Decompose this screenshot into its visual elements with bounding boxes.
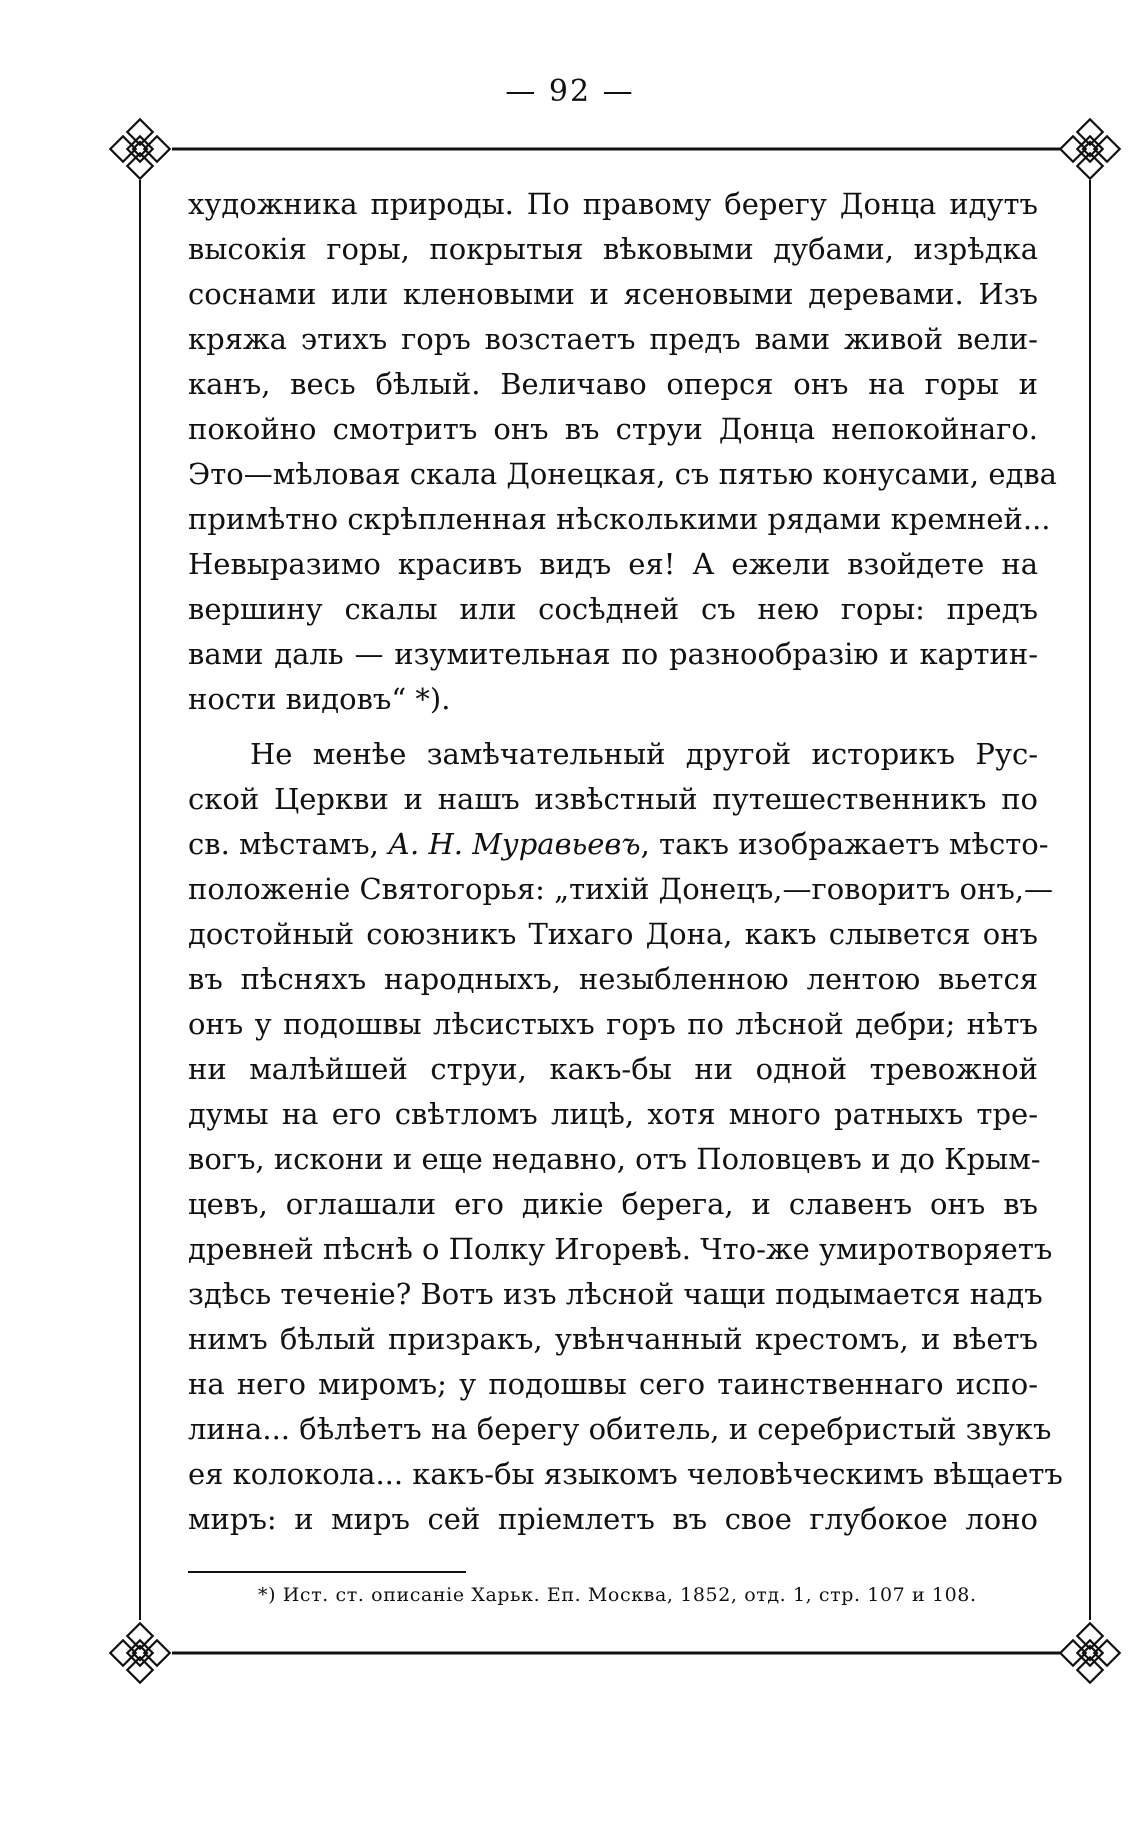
paragraph-2 xyxy=(188,732,1063,1542)
text-line-with-name xyxy=(188,822,1049,867)
text-line: думы на его свѣтломъ лицѣ, хотя много ратныхъ тре- xyxy=(188,1097,1038,1131)
corner-ornament-top-left xyxy=(110,119,169,178)
text-line: нимъ бѣлый призракъ, увѣнчанный крестомъ, и вѣетъ xyxy=(188,1322,1038,1356)
text-line: вогъ, искони и еще недавно, отъ Половцевъ и до Крым- xyxy=(188,1142,1041,1176)
text-line: достойный союзникъ Тихаго Дона, какъ слывется онъ xyxy=(188,917,1038,951)
text-line: примѣтно скрѣпленная нѣсколькими рядами кремней... xyxy=(188,502,1051,536)
page-number: — 92 — xyxy=(505,74,635,109)
text-line: ности видовъ“ *). xyxy=(188,682,451,716)
text-line: кряжа этихъ горъ возстаетъ предъ вами живой вели- xyxy=(188,322,1038,356)
text-line: Не менѣе замѣчательный другой историкъ Рус- xyxy=(250,737,1038,771)
text-fragment: св. мѣстамъ, xyxy=(188,827,379,861)
corner-ornament-top-right xyxy=(1060,119,1119,178)
text-line: вами даль — изумительная по разнообразію и картин- xyxy=(188,637,1038,671)
text-line: канъ, весь бѣлый. Величаво оперся онъ на горы и xyxy=(188,367,1038,401)
text-line: ея колокола... какъ-бы языкомъ человѣческимъ вѣщаетъ xyxy=(188,1457,1063,1491)
text-line: вершину скалы или сосѣдней съ нею горы: предъ xyxy=(188,592,1038,626)
text-line: миръ: и миръ сей пріемлетъ въ свое глубокое лоно xyxy=(188,1502,1038,1536)
footnote: *) Ист. ст. описаніе Харьк. Еп. Москва, 1852, отд. 1, стр. 107 и 108. xyxy=(258,1584,977,1606)
text-line: онъ у подошвы лѣсистыхъ горъ по лѣсной дебри; нѣтъ xyxy=(188,1007,1038,1041)
text-line: Это—мѣловая скала Донецкая, съ пятью конусами, едва xyxy=(188,457,1057,491)
text-line: соснами или кленовыми и ясеновыми деревами. Изъ xyxy=(188,277,1038,311)
text-line: художника природы. По правому берегу Донца идутъ xyxy=(188,187,1038,221)
main-text xyxy=(188,182,1063,1542)
author-name: А. Н. Муравьевъ xyxy=(388,827,641,861)
text-line: на него миромъ; у подошвы сего таинственнаго испо- xyxy=(188,1367,1038,1401)
text-line: покойно смотритъ онъ въ струи Донца непокойнаго. xyxy=(188,412,1038,446)
text-line: ни малѣйшей струи, какъ-бы ни одной тревожной xyxy=(188,1052,1038,1086)
text-line: высокія горы, покрытыя вѣковыми дубами, изрѣдка xyxy=(188,232,1038,266)
footnote-rule xyxy=(188,1571,466,1573)
text-line: Невыразимо красивъ видъ ея! А ежели взойдете на xyxy=(188,547,1038,581)
corner-ornament-bottom-left xyxy=(110,1623,169,1682)
text-line: въ пѣсняхъ народныхъ, незыбленною лентою вьется xyxy=(188,962,1038,996)
text-line: лина... бѣлѣетъ на берегу обитель, и серебристый звукъ xyxy=(188,1412,1052,1446)
text-fragment: , такъ изображаетъ мѣсто- xyxy=(640,827,1049,861)
text-line: древней пѣснѣ о Полку Игоревѣ. Что-же умиротворяетъ xyxy=(188,1232,1053,1266)
text-line: здѣсь теченіе? Вотъ изъ лѣсной чащи подымается надъ xyxy=(188,1277,1043,1311)
paragraph-1 xyxy=(188,182,1057,722)
text-line: цевъ, оглашали его дикіе берега, и славенъ онъ въ xyxy=(188,1187,1038,1221)
text-line: положеніе Святогорья: „тихій Донецъ,—говоритъ онъ,— xyxy=(188,872,1054,906)
corner-ornament-bottom-right xyxy=(1060,1623,1119,1682)
text-line: ской Церкви и нашъ извѣстный путешественникъ по xyxy=(188,782,1038,816)
